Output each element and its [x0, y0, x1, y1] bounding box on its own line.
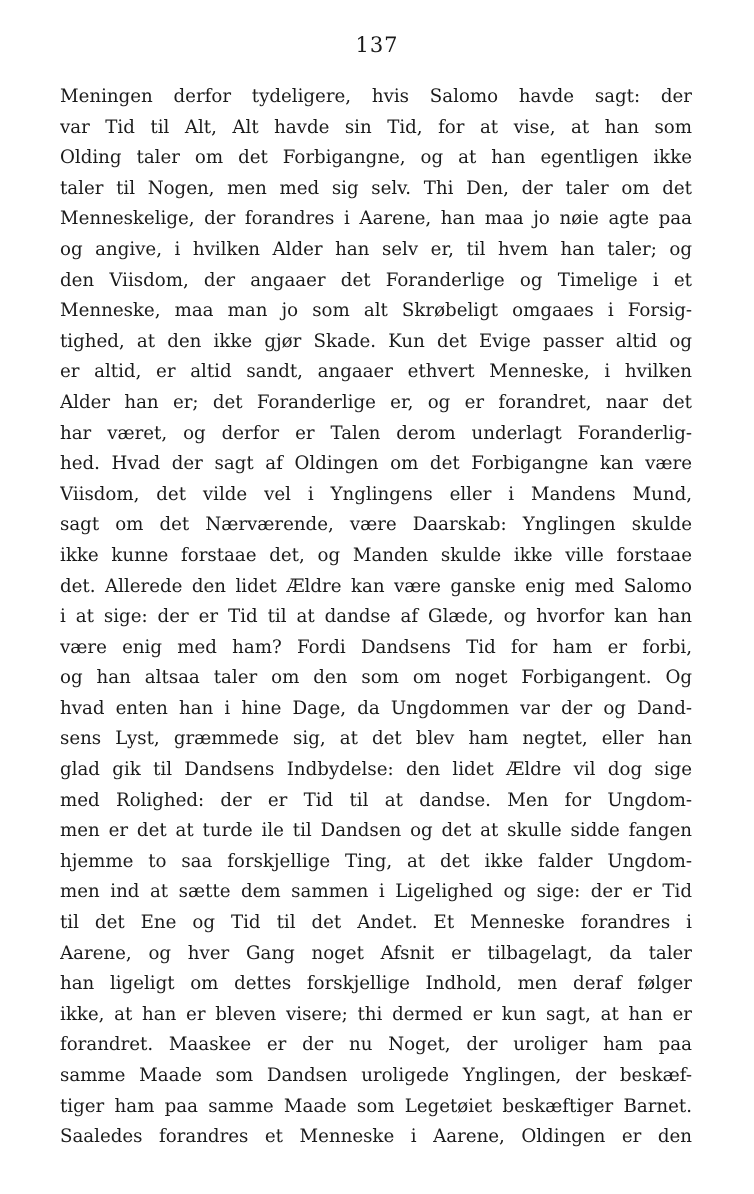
- text-line: er altid, er altid sandt, angaaer ethvert Menneske, i hvilken: [60, 361, 692, 383]
- text-line: hvad enten han i hine Dage, da Ungdommen var der og Dand-: [60, 697, 692, 719]
- text-line: hed. Hvad der sagt af Oldingen om det Forbigangne kan være: [60, 453, 692, 475]
- text-line: sens Lyst, græmmede sig, at det blev ham negtet, eller han: [60, 728, 692, 750]
- text-line: taler til Nogen, men med sig selv. Thi Den, der taler om det: [60, 177, 692, 199]
- page-number: 137: [355, 33, 399, 57]
- text-line: var Tid til Alt, Alt havde sin Tid, for at vise, at han som: [60, 116, 692, 138]
- text-line: Meningen derfor tydeligere, hvis Salomo havde sagt: der: [60, 86, 692, 107]
- text-line: være enig med ham? Fordi Dandsens Tid for ham er forbi,: [60, 636, 692, 658]
- text-line: og han altsaa taler om den som om noget Forbigangent. Og: [60, 667, 692, 689]
- text-line: sagt om det Nærværende, være Daarskab: Ynglingen skulde: [60, 514, 692, 536]
- text-line: har været, og derfor er Talen derom underlagt Foranderlig-: [60, 422, 692, 444]
- text-line: men ind at sætte dem sammen i Ligelighed og sige: der er Tid: [60, 881, 692, 903]
- text-line: Saaledes forandres et Menneske i Aarene, Oldingen er den: [60, 1126, 692, 1148]
- text-line: samme Maade som Dandsen uroligede Ynglingen, der beskæf-: [60, 1065, 692, 1086]
- text-line: Menneskelige, der forandres i Aarene, han maa jo nøie agte paa: [60, 208, 692, 230]
- text-line: i at sige: der er Tid til at dandse af Glæde, og hvorfor kan han: [60, 606, 692, 628]
- text-line: glad gik til Dandsens Indbydelse: den lidet Ældre vil dog sige: [60, 759, 692, 781]
- body-text: [60, 82, 692, 1153]
- text-line: den Viisdom, der angaaer det Foranderlige og Timelige i et: [60, 269, 692, 291]
- text-line: det. Allerede den lidet Ældre kan være ganske enig med Salomo: [60, 575, 692, 597]
- text-line: hjemme to saa forskjellige Ting, at det ikke falder Ungdom-: [60, 850, 692, 872]
- text-line: Viisdom, det vilde vel i Ynglingens eller i Mandens Mund,: [60, 483, 692, 505]
- text-line: Menneske, maa man jo som alt Skrøbeligt omgaaes i Forsig-: [60, 300, 692, 322]
- text-line: ikke, at han er bleven visere; thi dermed er kun sagt, at han er: [60, 1003, 692, 1025]
- text-line: ikke kunne forstaae det, og Manden skulde ikke ville forstaae: [60, 544, 692, 566]
- text-line: med Rolighed: der er Tid til at dandse. Men for Ungdom-: [60, 789, 692, 811]
- text-line: Olding taler om det Forbigangne, og at han egentligen ikke: [60, 147, 692, 169]
- text-line: men er det at turde ile til Dandsen og det at skulle sidde fangen: [60, 820, 692, 842]
- text-line: forandret. Maaskee er der nu Noget, der uroliger ham paa: [60, 1034, 692, 1056]
- text-line: Alder han er; det Foranderlige er, og er forandret, naar det: [60, 391, 692, 413]
- text-line: og angive, i hvilken Alder han selv er, til hvem han taler; og: [60, 238, 692, 260]
- text-line: tighed, at den ikke gjør Skade. Kun det Evige passer altid og: [60, 330, 692, 352]
- text-line: til det Ene og Tid til det Andet. Et Menneske forandres i: [60, 912, 692, 934]
- text-line: Aarene, og hver Gang noget Afsnit er tilbagelagt, da taler: [60, 942, 692, 964]
- text-line: tiger ham paa samme Maade som Legetøiet beskæftiger Barnet.: [60, 1095, 692, 1117]
- text-line: han ligeligt om dettes forskjellige Indhold, men deraf følger: [60, 973, 692, 995]
